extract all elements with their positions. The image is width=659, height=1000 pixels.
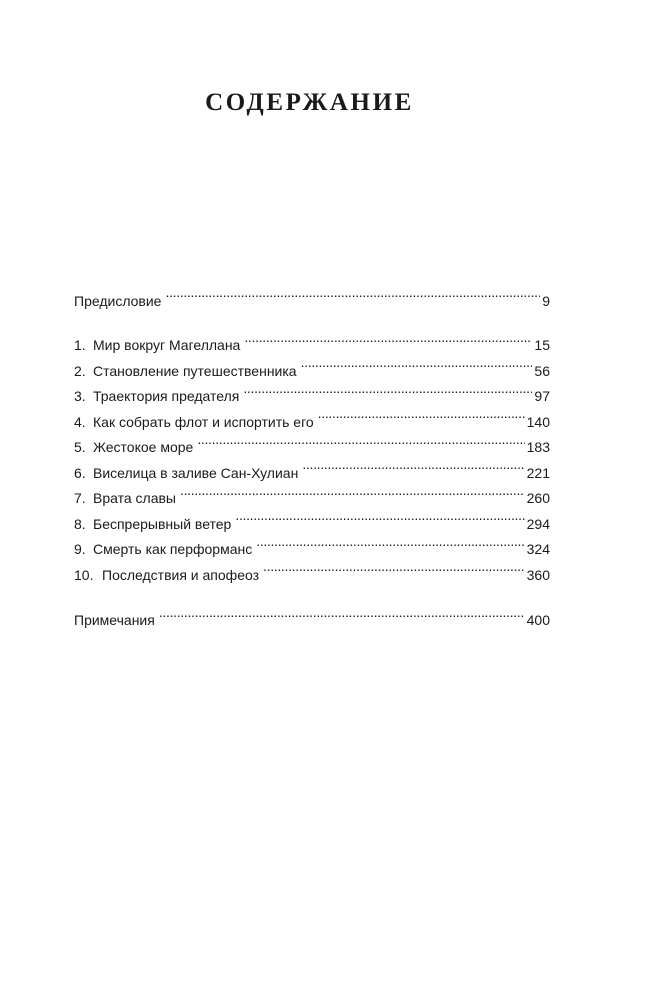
chapter-number: 3. bbox=[74, 388, 86, 404]
toc-page-number: 221 bbox=[526, 464, 550, 481]
dot-leader bbox=[165, 280, 540, 306]
table-of-contents bbox=[74, 280, 550, 628]
toc-page-number: 294 bbox=[526, 515, 550, 532]
chapter-number: 6. bbox=[74, 464, 86, 481]
dot-leader bbox=[301, 350, 533, 376]
dot-leader bbox=[197, 427, 524, 453]
toc-page-number: 324 bbox=[526, 541, 550, 557]
chapter-number: 4. bbox=[74, 413, 86, 430]
page-title: СОДЕРЖАНИЕ bbox=[205, 89, 414, 116]
toc-entry-title: Виселица в заливе Сан-Хулиан bbox=[93, 464, 299, 481]
dot-leader bbox=[318, 401, 525, 427]
dot-leader bbox=[235, 503, 524, 529]
toc-entry-title: Мир вокруг Магеллана bbox=[93, 337, 241, 353]
toc-entry-title: Как собрать флот и испортить его bbox=[93, 413, 314, 430]
dot-leader bbox=[243, 376, 532, 402]
toc-page-number: 183 bbox=[526, 439, 550, 455]
toc-page-number: 56 bbox=[534, 362, 550, 379]
dot-leader bbox=[180, 478, 525, 504]
toc-page-number: 15 bbox=[534, 337, 550, 353]
toc-page-number: 260 bbox=[526, 490, 550, 506]
toc-entry-title: Жестокое море bbox=[93, 439, 194, 455]
toc-page-number: 360 bbox=[526, 566, 550, 583]
toc-entry-title: Становление путешественника bbox=[93, 362, 297, 379]
dot-leader bbox=[263, 554, 525, 580]
toc-entry-title: Предисловие bbox=[74, 292, 162, 309]
toc-entry-chapter-1 bbox=[74, 325, 550, 351]
chapter-number: 2. bbox=[74, 362, 86, 379]
toc-entry-preface bbox=[74, 280, 550, 309]
toc-entry-title: Траектория предателя bbox=[93, 388, 240, 404]
toc-entry-title: Последствия и апофеоз bbox=[102, 566, 260, 583]
toc-entry-title: Беспрерывный ветер bbox=[93, 515, 232, 532]
toc-entry-notes bbox=[74, 600, 550, 626]
toc-page-number: 97 bbox=[534, 388, 550, 404]
chapter-number: 7. bbox=[74, 490, 86, 506]
chapter-number: 10. bbox=[74, 566, 94, 583]
chapter-number: 1. bbox=[74, 337, 86, 353]
dot-leader bbox=[244, 325, 532, 351]
chapter-number: 8. bbox=[74, 515, 86, 532]
toc-entry-title: Примечания bbox=[74, 612, 155, 628]
toc-page-number: 9 bbox=[542, 292, 550, 309]
dot-leader bbox=[159, 600, 525, 626]
toc-entry-title: Смерть как перформанс bbox=[93, 541, 253, 557]
dot-leader bbox=[256, 529, 524, 555]
toc-entry-title: Врата славы bbox=[93, 490, 176, 506]
chapter-number: 9. bbox=[74, 541, 86, 557]
chapter-number: 5. bbox=[74, 439, 86, 455]
toc-page-number: 400 bbox=[526, 612, 550, 628]
toc-page-number: 140 bbox=[526, 413, 550, 430]
dot-leader bbox=[302, 452, 524, 478]
